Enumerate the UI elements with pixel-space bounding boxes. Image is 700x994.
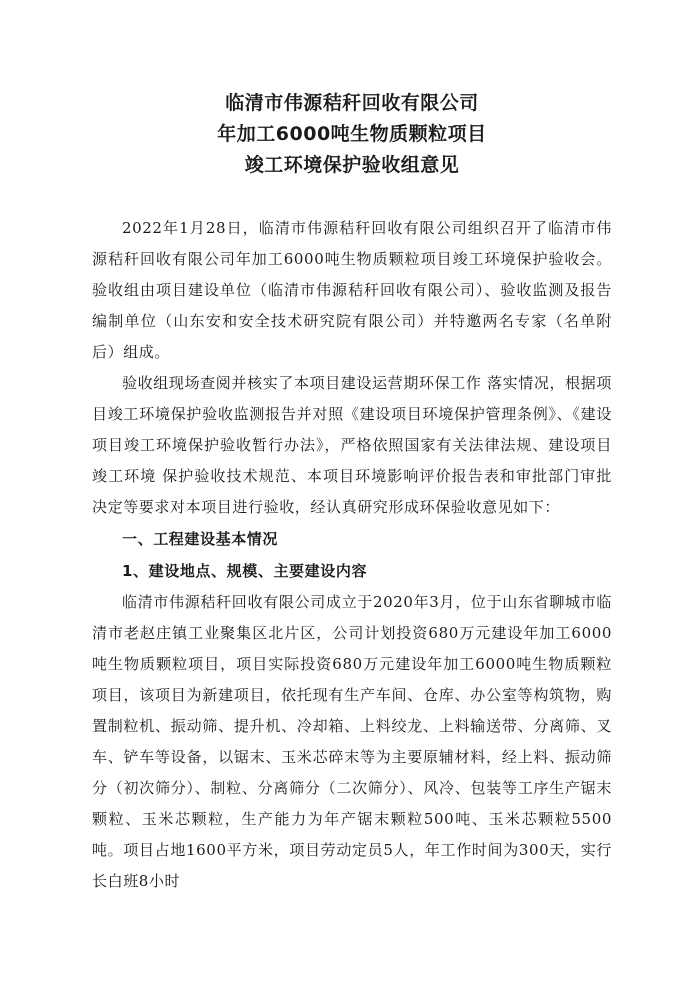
paragraph-project-details: 临清市伟源秸秆回收有限公司成立于2020年3月，位于山东省聊城市临清市老赵庄镇工业聚集区北片区，公司计划投资680万元建设年加工6000吨生物质颗粒项目，项目实际投资680万元建设年加工6000吨生物质颗粒项目，该项目为新建项目，依托现有生产车间、仓库、办公室等构筑物，购置制粒机、振动筛、提升机、冷却箱、上料绞龙、上料输送带、分离筛、叉车、铲车等设备，以锯末、玉米芯碎末等为主要原辅材料，经上料、振动筛分（初次筛分）、制粒、分离筛分（二次筛分）、风冷、包装等工序生产锯末颗粒、玉米芯颗粒，生产能力为年产锯末颗粒500吨、玉米芯颗粒5500吨。项目占地1600平方米，项目劳动定员5人，年工作时间为300天，实行长白班8小时	[92, 593, 612, 890]
title-line-company: 临清市伟源秸秆回收有限公司	[225, 92, 479, 114]
title-line-subject: 竣工环境保护验收组意见	[244, 154, 460, 176]
title-line-project: 年加工6000吨生物质颗粒项目	[217, 123, 487, 145]
document-title	[92, 88, 612, 181]
section-heading-basic-info: 一、工程建设基本情况	[122, 530, 279, 548]
paragraph-meeting-intro: 2022年1月28日，临清市伟源秸秆回收有限公司组织召开了临清市伟源秸秆回收有限公司年加工6000吨生物质颗粒项目竣工环境保护验收会。验收组由项目建设单位（临清市伟源秸秆回收有限公司）、验收监测及报告编制单位（山东安和安全技术研究院有限公司）并特邀两名专家（名单附后）组成。	[92, 219, 612, 361]
subsection-heading-location: 1、建设地点、规模、主要建设内容	[122, 562, 368, 580]
paragraph-verification: 验收组现场查阅并核实了本项目建设运营期环保工作 落实情况，根据项目竣工环境保护验收监测报告并对照《建设项目环境保护管理条例》、《建设项目竣工环境保护验收暂行办法》，严格依照国家有关法律法规、建设项目竣工环境 保护验收技术规范、本项目环境影响评价报告表和审批部门审批决定等要求对本项目进行验收，经认真研究形成环保验收意见如下：	[92, 374, 612, 516]
